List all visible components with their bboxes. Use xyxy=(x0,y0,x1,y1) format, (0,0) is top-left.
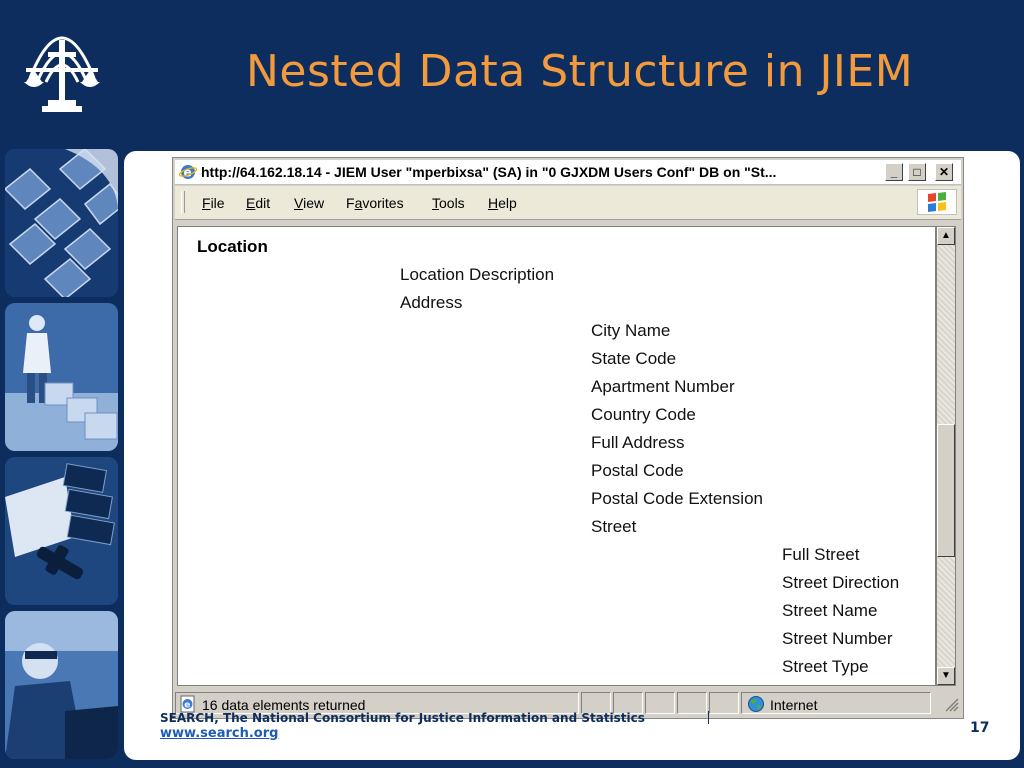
tree-node: Apartment Number xyxy=(591,377,735,396)
status-cell xyxy=(677,692,707,714)
toolbar-grip[interactable] xyxy=(181,191,185,213)
minimize-button[interactable] xyxy=(885,163,903,181)
tree-node: Street Number xyxy=(782,629,893,648)
content-viewport[interactable] xyxy=(177,226,936,686)
tree-node: Street Name xyxy=(782,601,878,620)
window-title: http://64.162.18.14 - JIEM User "mperbixsa" (SA) in "0 GJXDM Users Conf" DB on "St... xyxy=(201,164,777,180)
tree-node: Postal Code Extension xyxy=(591,489,763,508)
tree-node: City Name xyxy=(591,321,671,340)
vertical-scrollbar[interactable] xyxy=(936,226,956,686)
menu-help[interactable]: Help xyxy=(488,195,517,211)
tree-root: Location xyxy=(197,237,268,256)
tree-node: Address xyxy=(400,293,463,312)
title-bar[interactable] xyxy=(175,160,961,185)
scroll-down-button[interactable] xyxy=(937,667,955,685)
ie-icon xyxy=(179,163,197,181)
tree-node: State Code xyxy=(591,349,677,368)
tree-node: Postal Code xyxy=(591,461,684,480)
footer-link[interactable]: www.search.org xyxy=(160,726,279,741)
scroll-thumb[interactable] xyxy=(937,424,955,557)
menu-bar xyxy=(175,186,961,220)
maximize-icon: □ xyxy=(913,165,921,179)
svg-text:e: e xyxy=(184,700,191,711)
keyboard-photo xyxy=(5,149,118,297)
minimize-icon: _ xyxy=(890,165,898,179)
page-number: 17 xyxy=(970,720,990,736)
status-cell xyxy=(645,692,675,714)
scroll-up-button[interactable] xyxy=(937,227,955,245)
menu-favorites[interactable]: Favorites xyxy=(346,195,404,211)
menu-edit[interactable]: Edit xyxy=(246,195,271,211)
menu-tools[interactable]: Tools xyxy=(432,195,465,211)
zone-text: Internet xyxy=(770,697,818,713)
browser-window[interactable] xyxy=(172,157,964,719)
presenter-photo xyxy=(5,303,118,451)
officer-photo xyxy=(5,611,118,759)
tree-node: Country Code xyxy=(591,405,696,424)
close-icon: ✕ xyxy=(938,165,950,179)
svg-text:e: e xyxy=(183,165,192,180)
scales-of-justice-logo xyxy=(22,18,102,116)
menu-file[interactable]: File xyxy=(202,195,225,211)
footer-organization: SEARCH, The National Consortium for Justice Information and Statistics xyxy=(160,711,645,725)
tree-node: Street Direction xyxy=(782,573,900,592)
gavel-books-photo xyxy=(5,457,118,605)
footer-separator xyxy=(708,711,709,724)
tree-node: Full Street xyxy=(782,545,860,564)
tree-node: Full Address xyxy=(591,433,685,452)
globe-icon xyxy=(747,695,765,713)
maximize-button[interactable] xyxy=(908,163,926,181)
tree-node: Street xyxy=(591,517,637,536)
slide-title: Nested Data Structure in JIEM xyxy=(246,46,914,97)
status-text: 16 data elements returned xyxy=(202,697,366,713)
scroll-up-icon: ▲ xyxy=(941,230,951,241)
resize-grip-icon[interactable] xyxy=(945,698,959,712)
tree-node: Location Description xyxy=(400,265,555,284)
security-zone-cell xyxy=(741,692,931,714)
windows-logo-icon xyxy=(917,189,957,215)
status-cell xyxy=(709,692,739,714)
tree-node: Street Type xyxy=(782,657,869,676)
close-button[interactable] xyxy=(935,163,953,181)
scroll-down-icon: ▼ xyxy=(941,670,951,681)
menu-view[interactable]: View xyxy=(294,195,325,211)
